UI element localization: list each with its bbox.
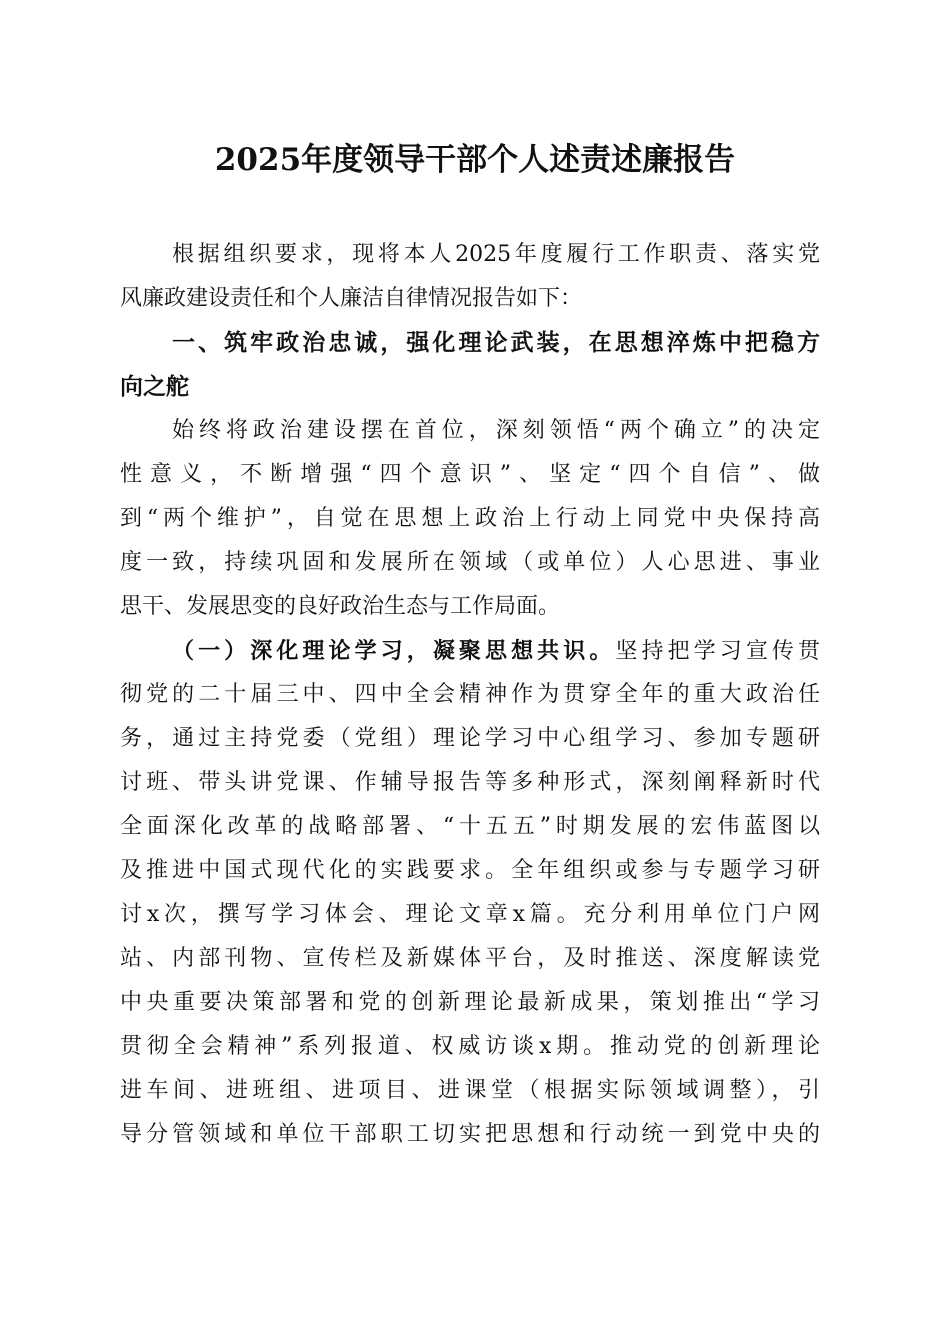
text-line: 讨x次，撰写学习体会、理论文章x篇。充分利用单位门户网 xyxy=(120,902,820,927)
text-line: 到“两个维护”，自觉在思想上政治上行动上同党中央保持高 xyxy=(120,506,820,531)
text-line: 贯彻全会精神”系列报道、权威访谈x期。推动党的创新理论 xyxy=(120,1034,820,1059)
text-line: 性意义，不断增强“四个意识”、坚定“四个自信”、做 xyxy=(120,462,820,487)
text-line: 思干、发展思变的良好政治生态与工作局面。 xyxy=(120,594,561,619)
text-line: 导分管领域和单位干部职工切实把思想和行动统一到党中央的 xyxy=(120,1122,820,1147)
text-line: 度一致，持续巩固和发展所在领域（或单位）人心思进、事业 xyxy=(120,550,820,575)
text-line: 及推进中国式现代化的实践要求。全年组织或参与专题学习研 xyxy=(120,858,820,883)
text-line: 根据组织要求，现将本人2025年度履行工作职责、落实党 xyxy=(172,242,820,267)
paragraph xyxy=(120,409,820,629)
section-heading xyxy=(120,321,820,409)
subsection-lead: （一）深化理论学习，凝聚思想共识。 xyxy=(172,638,616,664)
text-line: 风廉政建设责任和个人廉洁自律情况报告如下： xyxy=(120,286,583,311)
document-title: 2025年度领导干部个人述责述廉报告 xyxy=(214,142,736,178)
paragraph xyxy=(120,233,820,321)
text-line: 进车间、进班组、进项目、进课堂（根据实际领域调整），引 xyxy=(120,1078,820,1103)
document-body xyxy=(120,233,820,1157)
text-line: 中央重要决策部署和党的创新理论最新成果，策划推出“学习 xyxy=(120,990,820,1015)
text-run: 坚持把学习宣传贯 xyxy=(615,639,820,664)
text-line: 务，通过主持党委（党组）理论学习中心组学习、参加专题研 xyxy=(120,726,820,751)
text-line: 全面深化改革的战略部署、“十五五”时期发展的宏伟蓝图以 xyxy=(120,814,820,839)
text-line: 向之舵 xyxy=(120,374,189,400)
text-line: 讨班、带头讲党课、作辅导报告等多种形式，深刻阐释新时代 xyxy=(120,770,820,795)
text-line: 一、筑牢政治忠诚，强化理论武装，在思想淬炼中把稳方 xyxy=(172,330,820,356)
text-line xyxy=(120,629,820,673)
text-line: 彻党的二十届三中、四中全会精神作为贯穿全年的重大政治任 xyxy=(120,682,820,707)
paragraph xyxy=(120,629,820,1157)
text-line: 站、内部刊物、宣传栏及新媒体平台，及时推送、深度解读党 xyxy=(120,946,820,971)
text-line: 始终将政治建设摆在首位，深刻领悟“两个确立”的决定 xyxy=(172,418,820,443)
